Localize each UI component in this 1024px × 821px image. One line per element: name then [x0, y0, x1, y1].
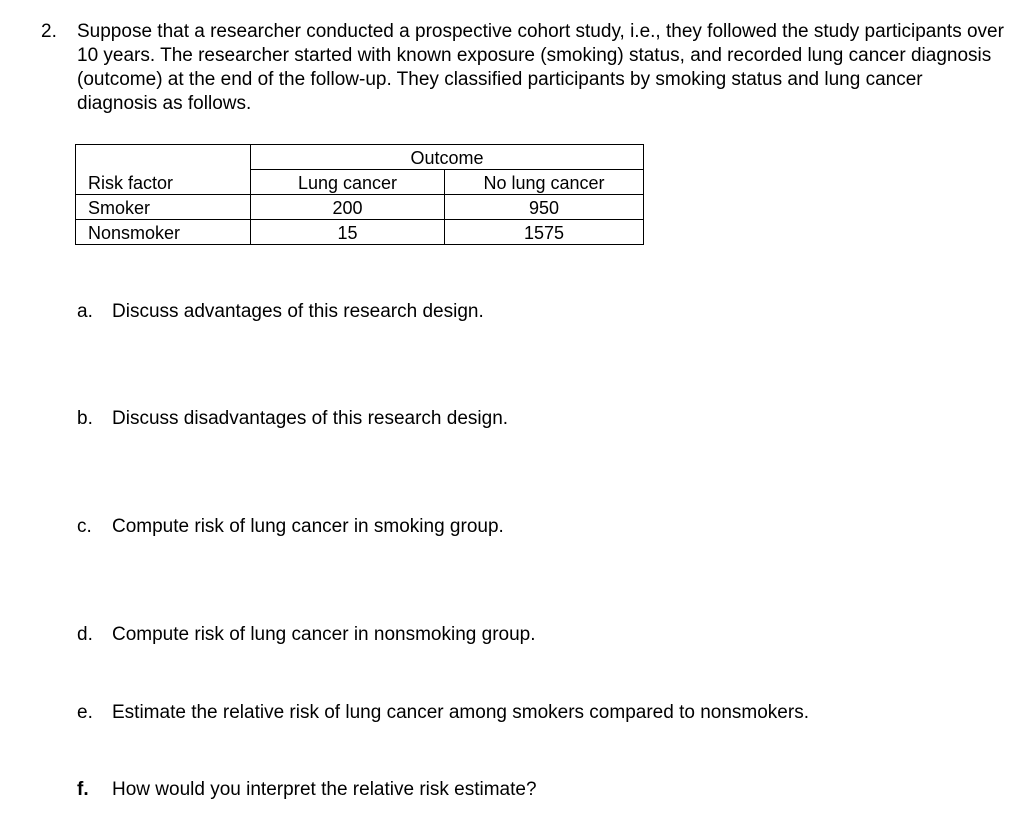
- item-letter: f.: [77, 779, 89, 800]
- item-text: Discuss advantages of this research design.: [112, 301, 484, 322]
- question-number: 2.: [41, 21, 57, 42]
- item-text: Compute risk of lung cancer in smoking group.: [112, 516, 504, 537]
- risk-factor-header: Risk factor: [76, 170, 251, 195]
- item-letter: a.: [77, 301, 93, 322]
- item-letter: e.: [77, 702, 93, 723]
- outcome-header: Outcome: [251, 145, 644, 170]
- cell-nonsmoker-lung-cancer: 15: [251, 220, 445, 245]
- cell-smoker-no-lung-cancer: 950: [445, 195, 644, 220]
- column-header-lung-cancer: Lung cancer: [251, 170, 445, 195]
- item-letter: d.: [77, 624, 93, 645]
- item-b: [77, 407, 508, 431]
- item-f: [77, 778, 537, 802]
- table-row: [76, 220, 644, 245]
- column-header-no-lung-cancer: No lung cancer: [445, 170, 644, 195]
- item-text: How would you interpret the relative risk estimate?: [112, 779, 537, 800]
- item-letter: c.: [77, 516, 92, 537]
- cell-smoker-lung-cancer: 200: [251, 195, 445, 220]
- cell-nonsmoker-no-lung-cancer: 1575: [445, 220, 644, 245]
- row-label-smoker: Smoker: [76, 195, 251, 220]
- question-text: Suppose that a researcher conducted a prospective cohort study, i.e., they followed the study participants over 10 years. The researcher started with known exposure (smoking) status, and recorded lung cancer diagnosis (outcome) at the end of the follow-up. They classified participants by smoking status and lung cancer diagnosis as follows.: [77, 21, 1004, 114]
- item-a: [77, 300, 484, 324]
- row-label-nonsmoker: Nonsmoker: [76, 220, 251, 245]
- item-d: [77, 623, 536, 647]
- item-letter: b.: [77, 408, 93, 429]
- item-c: [77, 515, 504, 539]
- item-text: Compute risk of lung cancer in nonsmoking group.: [112, 624, 536, 645]
- table-row: [76, 195, 644, 220]
- table-header-row: [76, 145, 644, 170]
- item-text: Estimate the relative risk of lung cancer among smokers compared to nonsmokers.: [112, 702, 809, 723]
- item-text: Discuss disadvantages of this research design.: [112, 408, 509, 429]
- item-e: [77, 701, 809, 725]
- table-column-header-row: [76, 170, 644, 195]
- table-corner-cell: [76, 145, 251, 170]
- contingency-table: [75, 144, 644, 245]
